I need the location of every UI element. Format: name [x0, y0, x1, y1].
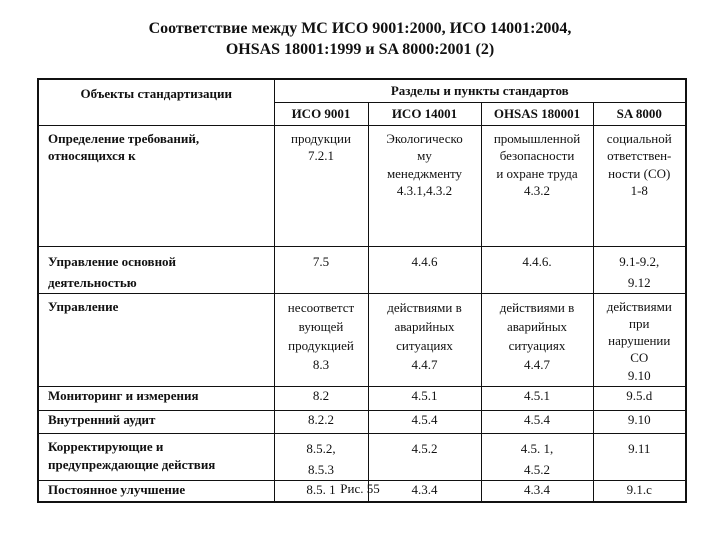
cell-line: Определение требований,	[48, 130, 200, 146]
cell-line: 8.5. 1	[306, 481, 336, 497]
table-row	[38, 410, 686, 433]
cell-iso14001	[368, 386, 481, 410]
cell-line: 8.5.2,	[306, 440, 336, 456]
cell-iso14001	[368, 125, 481, 246]
table-row	[38, 246, 686, 293]
figure-caption: Рис. 55	[340, 481, 380, 496]
cell-iso9001	[274, 410, 368, 433]
cell-line: менеджменту	[386, 165, 463, 181]
cell-line: ситуациях	[396, 337, 453, 353]
cell-line: промышленной	[493, 130, 581, 146]
cell-line: Постоянное улучшение	[48, 481, 186, 497]
cell-line: вующей	[298, 318, 344, 334]
cell-iso9001	[274, 386, 368, 410]
cell-iso14001	[368, 410, 481, 433]
document-title	[0, 18, 720, 60]
cell-line: 9.10	[627, 411, 651, 427]
cell-line: аварийных	[506, 318, 568, 334]
cell-line: 4.3.4	[524, 481, 550, 497]
cell-line: продукции	[291, 130, 351, 146]
cell-ohsas	[481, 410, 593, 433]
cell-line: 1-8	[630, 183, 648, 198]
cell-line: действиями	[606, 298, 672, 314]
cell-iso9001	[274, 293, 368, 386]
cell-line: нарушении	[608, 332, 671, 348]
header-standards-group: Разделы и пункты стандартов	[274, 79, 686, 102]
row-object	[38, 125, 274, 246]
cell-line: 4.5.4	[411, 411, 438, 427]
cell-line: Экологическо	[386, 130, 463, 146]
cell-line: и охране труда	[496, 165, 578, 181]
cell-line: 9.11	[628, 440, 651, 456]
cell-line: несоответст	[287, 299, 355, 315]
cell-line: 9.1.c	[626, 481, 652, 497]
cell-iso9001	[274, 246, 368, 293]
cell-iso14001	[368, 293, 481, 386]
cell-line: 4.4.7	[411, 356, 438, 372]
cell-line: 4.3.2	[524, 183, 550, 198]
cell-line: Корректирующие и	[48, 438, 164, 454]
cell-line: ответствен-	[607, 148, 672, 163]
cell-line: 7.2.1	[308, 148, 334, 163]
cell-line: социальной	[606, 130, 672, 146]
cell-line: 4.3.4	[411, 481, 438, 497]
cell-line: относящихся к	[48, 147, 136, 163]
cell-line: 9.10	[627, 367, 651, 383]
header-iso14001: ИСО 14001	[368, 102, 481, 125]
cell-line: 4.4.7	[524, 356, 550, 372]
cell-line: аварийных	[394, 318, 455, 334]
cell-line: Управление	[48, 298, 119, 314]
header-iso9001: ИСО 9001	[274, 102, 368, 125]
header-sa8000: SA 8000	[593, 102, 686, 125]
cell-line: Управление основной	[48, 253, 177, 269]
cell-line: 4.5. 1,	[520, 440, 554, 456]
cell-line: 7.5	[312, 253, 330, 269]
cell-line: СО	[630, 349, 649, 365]
cell-line: ности (СО)	[608, 165, 671, 181]
cell-line: продукцией	[288, 337, 354, 353]
cell-line: при	[629, 315, 650, 331]
cell-sa8000	[593, 246, 686, 293]
cell-line: ситуациях	[508, 337, 566, 353]
cell-ohsas	[481, 386, 593, 410]
cell-line: безопасности	[499, 148, 575, 163]
row-object	[38, 410, 274, 433]
cell-line: 4.5.1	[411, 387, 438, 403]
cell-iso9001	[274, 433, 368, 480]
cell-line: 8.3	[312, 356, 330, 372]
table-row	[38, 386, 686, 410]
cell-line: 4.4.6.	[522, 253, 552, 269]
cell-line: 4.3.1,4.3.2	[396, 183, 453, 198]
cell-line: 4.5.2	[411, 440, 438, 456]
table-row	[38, 125, 686, 246]
cell-line: 9.5.d	[626, 387, 653, 403]
cell-line: му	[417, 148, 432, 163]
cell-sa8000	[593, 125, 686, 246]
cell-line: 9.1-9.2,	[619, 253, 660, 269]
row-object	[38, 293, 274, 386]
cell-line: действиями в	[387, 299, 462, 315]
cell-line: 4.5.4	[524, 411, 550, 427]
cell-line: 9.12	[627, 274, 651, 290]
cell-line: Внутренний аудит	[48, 411, 156, 427]
cell-ohsas	[481, 125, 593, 246]
cell-line: деятельностью	[48, 274, 137, 290]
table-row	[38, 433, 686, 480]
standards-correspondence-table	[37, 78, 687, 503]
cell-ohsas	[481, 246, 593, 293]
cell-sa8000	[593, 433, 686, 480]
cell-line: 4.5.1	[524, 387, 550, 403]
cell-line: предупреждающие действия	[48, 456, 216, 472]
cell-iso14001	[368, 246, 481, 293]
cell-sa8000	[593, 386, 686, 410]
cell-ohsas	[481, 433, 593, 480]
cell-line: действиями в	[499, 299, 575, 315]
cell-line: 4.4.6	[411, 253, 438, 269]
cell-line: 8.5.3	[308, 461, 334, 477]
table-row	[38, 293, 686, 386]
header-objects: Объекты стандартизации	[38, 79, 274, 125]
cell-iso9001	[274, 125, 368, 246]
cell-sa8000	[593, 293, 686, 386]
cell-line: Мониторинг и измерения	[48, 387, 199, 403]
title-line-1: Соответствие между МС ИСО 9001:2000, ИСО 14001:2004,	[148, 20, 572, 37]
header-row-group	[38, 79, 686, 102]
cell-iso14001	[368, 433, 481, 480]
cell-ohsas	[481, 293, 593, 386]
row-object	[38, 386, 274, 410]
row-object	[38, 246, 274, 293]
cell-sa8000	[593, 410, 686, 433]
cell-line: 8.2.2	[308, 411, 334, 427]
row-object	[38, 433, 274, 480]
header-ohsas: OHSAS 180001	[481, 102, 593, 125]
cell-line: 4.5.2	[524, 461, 550, 477]
cell-line: 8.2	[312, 387, 330, 403]
title-line-2: OHSAS 18001:1999 и SA 8000:2001 (2)	[225, 41, 495, 58]
